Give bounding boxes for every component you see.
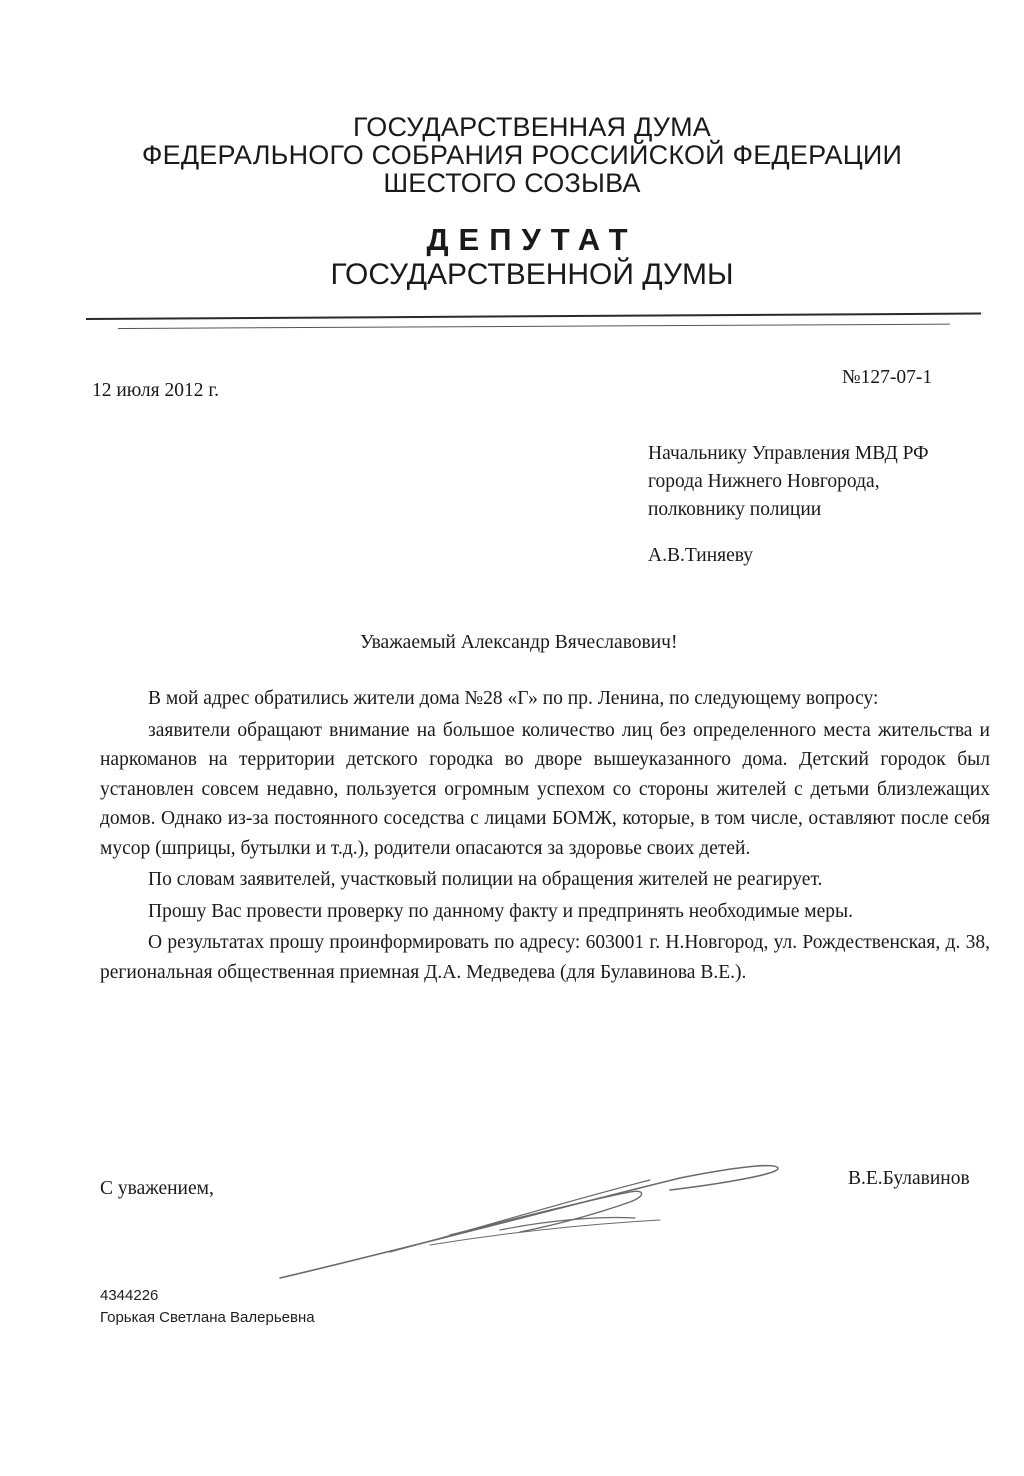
handwritten-signature [250,1140,810,1290]
addressee-name: А.В.Тиняеву [648,545,754,566]
letterhead-rule-thin [118,324,950,329]
letterhead-rule-thick [86,313,981,320]
letter-body [100,684,990,987]
letterhead-title: ДЕПУТАТ [426,222,638,257]
letterhead-line-1: ГОСУДАРСТВЕННАЯ ДУМА [352,112,711,142]
body-paragraph-1: В мой адрес обратились жители дома №28 «Г» по пр. Ленина, по следующему вопросу: [148,688,879,709]
letterhead-line-2: ФЕДЕРАЛЬНОГО СОБРАНИЯ РОССИЙСКОЙ ФЕДЕРАЦИИ [141,140,903,170]
letterhead-line-3: ШЕСТОГО СОЗЫВА [383,168,641,198]
letterhead-subtitle: ГОСУДАРСТВЕННОЙ ДУМЫ [330,258,734,291]
addressee-line-3: полковнику полиции [648,499,822,520]
addressee-line-1: Начальнику Управления МВД РФ [648,443,929,464]
body-paragraph-5: О результатах прошу проинформировать по адресу: 603001 г. Н.Новгород, ул. Рождественская, д. 38, региональная общественная приемная Д.А. Медведева (для Булавинова В.Е.). [100,932,990,983]
letter-number: №127-07-1 [842,367,933,388]
body-paragraph-4: Прошу Вас провести проверку по данному факту и предпринять необходимые меры. [148,900,853,922]
executor-phone: 4344226 [100,1287,159,1304]
executor-block [100,1285,315,1329]
body-paragraph-3: По словам заявителей, участковый полиции на обращения жителей не реагирует. [148,869,823,890]
addressee-block [648,440,1008,524]
addressee-line-2: города Нижнего Новгорода, [648,471,880,492]
salutation: Уважаемый Александр Вячеславович! [360,632,678,653]
closing: С уважением, [100,1178,214,1199]
letter-date: 12 июля 2012 г. [92,380,220,401]
body-paragraph-2: заявители обращают внимание на большое количество лиц без определенного места жительства и наркоманов на территории детского городка во дворе вышеуказанного дома. Детский городок был установлен совсем недавно, пользуется огромным успехом со стороны жителей с детьми близлежащих домов. Однако из-за постоянного соседства с лицами БОМЖ, которые, в том числе, оставляют после себя мусор (шприцы, бутылки и т.д.), родители опасаются за здоровье своих детей. [100,719,990,859]
executor-name: Горькая Светлана Валерьевна [100,1309,315,1326]
signer-name: В.Е.Булавинов [848,1168,970,1189]
